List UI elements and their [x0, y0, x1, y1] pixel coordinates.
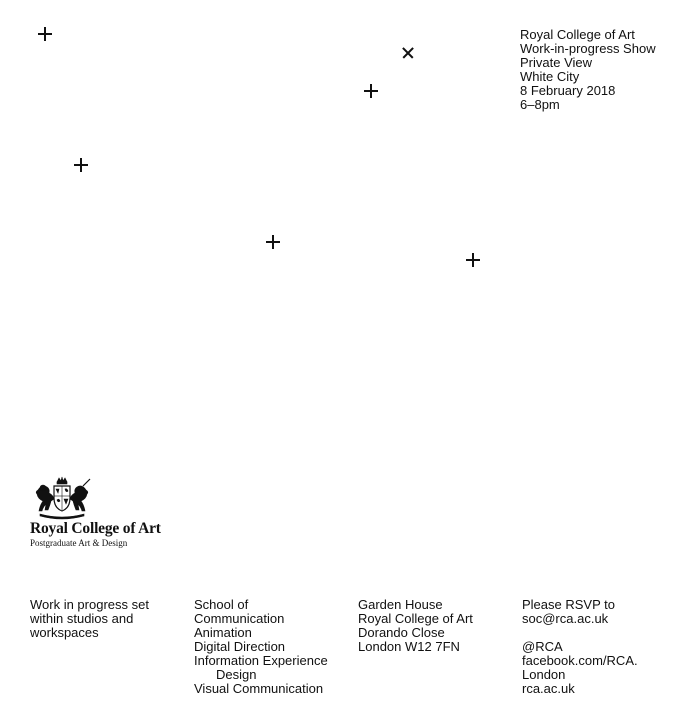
contact-column: [522, 598, 638, 696]
plus-icon: [266, 235, 280, 249]
logo-tagline: Postgraduate Art & Design: [30, 538, 128, 548]
event-venue: White City: [520, 69, 580, 84]
event-title: Work-in-progress Show: [520, 41, 656, 56]
programme-item: Visual Communication: [194, 681, 324, 696]
plus-icon: [38, 27, 52, 41]
event-type: Private View: [520, 55, 593, 70]
school-heading: School of: [194, 597, 249, 612]
rsvp-email-link[interactable]: soc@rca.ac.uk: [522, 611, 609, 626]
event-date: 8 February 2018: [520, 83, 616, 98]
event-institution: Royal College of Art: [520, 27, 635, 42]
address-column: [358, 598, 473, 654]
address-line: Dorando Close: [358, 625, 445, 640]
programme-item: Animation: [194, 625, 252, 640]
event-time: 6–8pm: [520, 97, 560, 112]
intro-line: workspaces: [30, 625, 99, 640]
intro-line: Work in progress set: [30, 597, 149, 612]
royal-crest-icon: [30, 476, 94, 520]
social-handle-link[interactable]: @RCA: [522, 639, 563, 654]
address-line: Garden House: [358, 597, 443, 612]
rca-logo: [30, 476, 161, 548]
rsvp-label: Please RSVP to: [522, 597, 615, 612]
facebook-link[interactable]: facebook.com/RCA.: [522, 653, 638, 668]
school-column: [194, 598, 328, 696]
facebook-link-cont[interactable]: London: [522, 667, 566, 682]
address-line: Royal College of Art: [358, 611, 473, 626]
plus-icon: [74, 158, 88, 172]
programme-item: Design: [216, 667, 257, 682]
programme-item: Information Experience: [194, 653, 328, 668]
intro-column: [30, 598, 149, 640]
plus-icon: [364, 84, 378, 98]
school-heading: Communication: [194, 611, 285, 626]
website-link[interactable]: rca.ac.uk: [522, 681, 575, 696]
event-info: [520, 28, 656, 112]
plus-icon: [466, 253, 480, 267]
logo-wordmark: Royal College of Art: [30, 520, 161, 537]
address-line: London W12 7FN: [358, 639, 460, 654]
programme-item: Digital Direction: [194, 639, 286, 654]
intro-line: within studios and: [30, 611, 134, 626]
cross-icon: [401, 46, 415, 60]
